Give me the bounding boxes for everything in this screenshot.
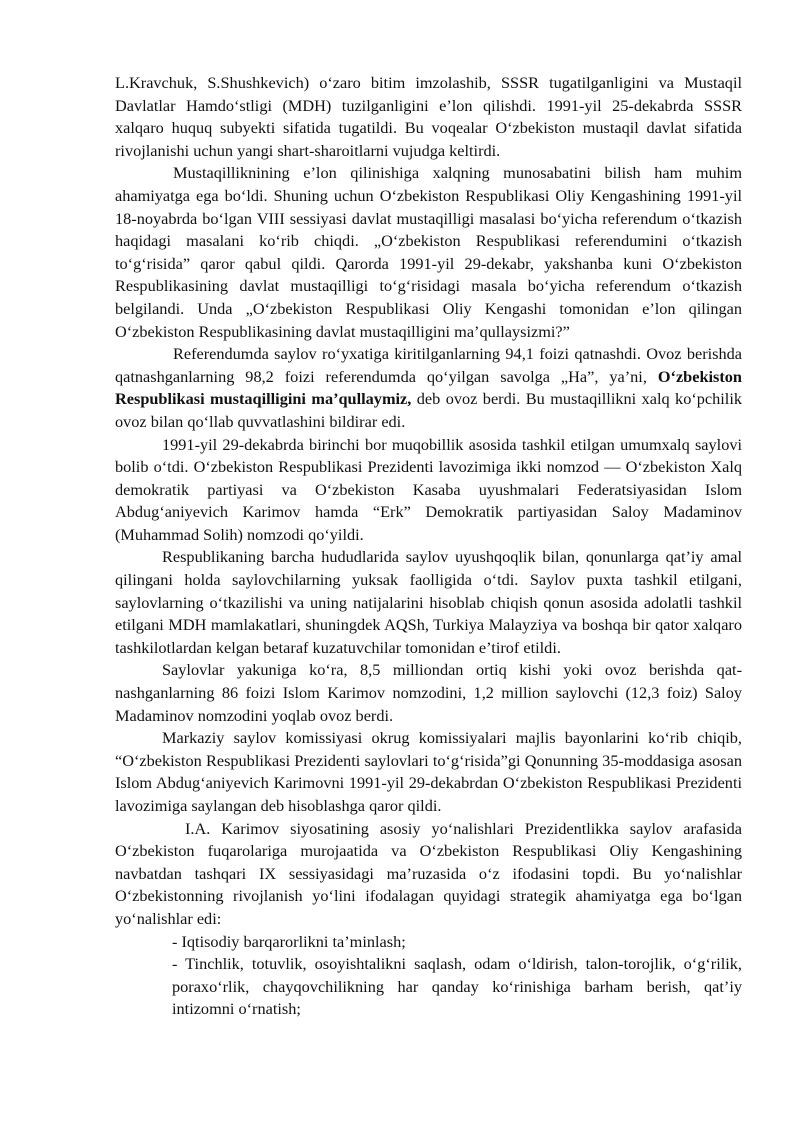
paragraph-commission: Markaziy saylov komissiyasi okrug komissiyalari majlis bayonlarini ko‘rib chiqib, “O‘zbekiston Respublikasi Prezidenti saylovlari to‘g‘risida”gi Qonunning 35-moddasiga asosan Islom Abdug‘aniyevich Karimovni 1991-yil 29-dekabrdan O‘zbekiston Respublikasi Prezidenti lavozimiga saylangan deb hisoblashga qaror qildi.	[115, 728, 742, 815]
paragraph-election: 1991-yil 29-dekabrda birinchi bor muqobillik asosida tashkil etilgan umumxalq saylovi bolib o‘tdi. O‘zbekiston Respublikasi Prezidenti lavozimiga ikki nomzod — O‘zbekiston Xalq demokratik partiyasi va O‘zbekiston Kasaba uyushmalari Federatsiyasidan Islom Abdug‘aniyevich Karimov hamda “Erk” Demokratik partiyasidan Saloy Madaminov (Muhammad Solih) nomzodi qo‘yildi.	[115, 434, 742, 544]
results-text-start: Referendumda saylov ro‘yxatiga kiritilganlarning 94,1 foizi qatnashdi. Ovoz berishda qatnashganlarning 98,2 foizi referendumda qo‘yilgan savolga „Ha”, ya’ni,	[115, 344, 742, 386]
results-text-end: deb ovoz berdi. Bu mustaqillikni xalq ko‘pchilik ovoz bilan qo‘llab quvvatlashini bildirar edi.	[115, 389, 742, 431]
paragraph-observers: Respublikaning barcha hududlarida saylov uyushqoqlik bilan, qonunlarga qat’iy amal qilingani holda saylovchilarning yuksak faolligida o‘tdi. Saylov puxta tashkil etilgani, saylovlarning o‘tkazilishi va uning natijalarini hisoblab chiqish qonun asosida adolatli tashkil etilgani MDH mamlakatlari, shuningdek AQSh, Turkiya Malayziya va boshqa bir qator xalqaro tashkilotlardan kelgan betaraf kuzatuvchilar tomonidan e’tirof etildi.	[115, 547, 742, 657]
list-item-economic-stability: - Iqtisodiy barqarorlikni ta’minlash;	[172, 931, 406, 951]
paragraph-referendum-results	[115, 343, 742, 433]
document-page	[115, 72, 742, 1021]
paragraph-referendum-decision: Mustaqilliknining e’lon qilinishiga xalqning munosabatini bilish ham muhim ahamiyatga ega bo‘ldi. Shuning uchun O‘zbekiston Respublikasi Oliy Kengashining 1991-yil 18-noyabrda bo‘lgan VIII sessiyasi davlat mustaqilligi masalasi bo‘yicha referendum o‘tkazish haqidagi masalani ko‘rib chiqdi. „O‘zbekiston Respublikasi referendumini o‘tkazish to‘g‘risida” qaror qabul qildi. Qarorda 1991-yil 29-dekabr, yakshanba kuni O‘zbekiston Respublikasining davlat mustaqilligi to‘g‘risidagi masala bo‘yicha referendum o‘tkazish belgilandi. Unda „O‘zbekiston Respublikasi Oliy Kengashi tomonidan e’lon qilingan O‘zbekiston Respublikasining davlat mustaqilligini ma’qullaysizmi?”	[115, 163, 742, 341]
results-bold-phrase: O‘zbekiston Respublikasi mustaqilligini ma’qullaymiz,	[115, 366, 742, 409]
paragraph-intro: L.Kravchuk, S.Shushkevich) o‘zaro bitim imzolashib, SSSR tugatilganligini va Mustaqil Davlatlar Hamdo‘stligi (MDH) tuzilganligini e’lon qilishdi. 1991-yil 25-dekabrda SSSR xalqaro huquq subyekti sifatida tugatildi. Bu voqealar O‘zbekiston mustaqil davlat sifatida rivojlanishi uchun yangi shart-sharoitlarni vujudga keltirdi.	[115, 73, 742, 160]
paragraph-election-results: Saylovlar yakuniga ko‘ra, 8,5 milliondan ortiq kishi yoki ovoz berishda qat-nashganlarning 86 foizi Islom Karimov nomzodini, 1,2 million saylovchi (12,3 foiz) Saloy Madaminov nomzodini yoqlab ovoz berdi.	[115, 660, 742, 725]
list-item-peace-order: - Tinchlik, totuvlik, osoyishtalikni saqlash, odam o‘ldirish, talon-torojlik, o‘g‘rilik, poraxo‘rlik, chayqovchilikning har qanday ko‘rinishiga barham berish, qat’iy intizomni o‘rnatish;	[172, 954, 742, 1019]
paragraph-policy-directions: I.A. Karimov siyosatining asosiy yo‘nalishlari Prezidentlikka saylov arafasida O‘zbekiston fuqarolariga murojaatida va O‘zbekiston Respublikasi Oliy Kengashining navbatdan tashqari IX sessiyasidagi ma’ruzasida o‘z ifodasini topdi. Bu yo‘nalishlar O‘zbekistonning rivojlanish yo‘lini ifodalagan quyidagi strategik ahamiyatga ega bo‘lgan yo‘nalishlar edi:	[115, 818, 742, 928]
